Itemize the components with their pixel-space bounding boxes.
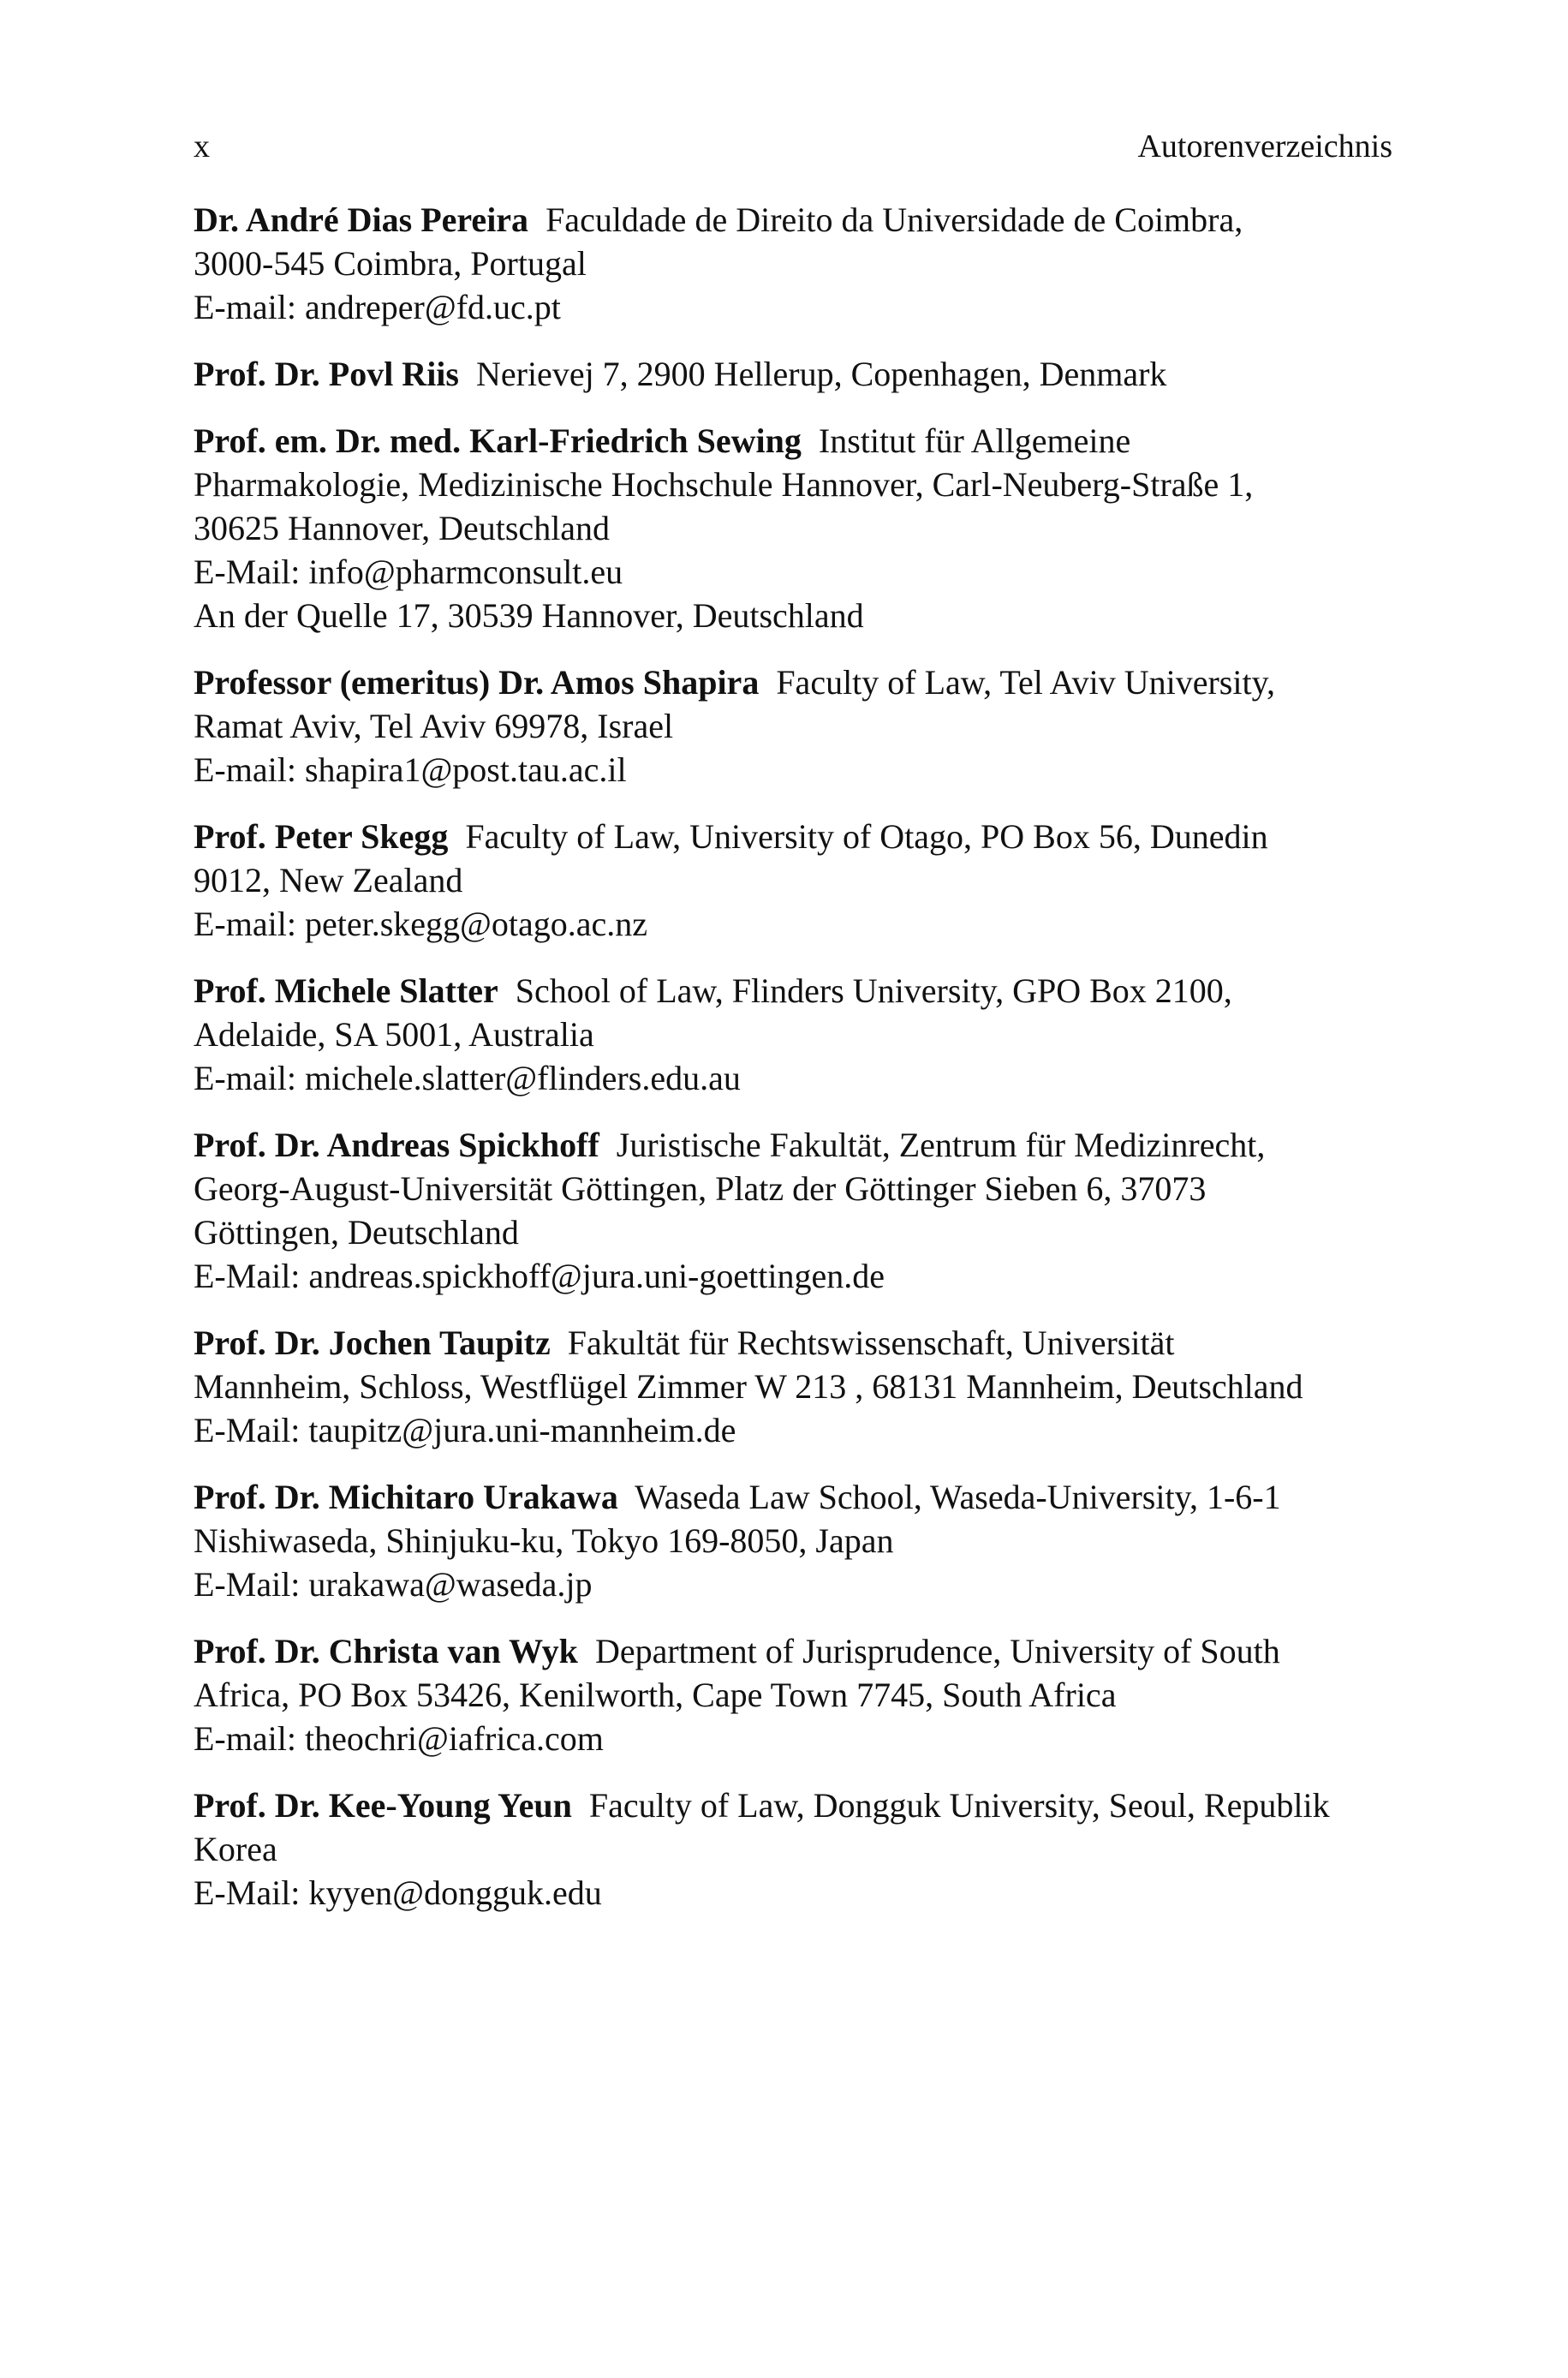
author-entry <box>194 419 1392 637</box>
author-entry <box>194 1784 1392 1915</box>
entry-email: E-mail: andreper@fd.uc.pt <box>194 288 561 326</box>
entry-email: E-Mail: urakawa@waseda.jp <box>194 1565 593 1604</box>
entry-line: Pharmakologie, Medizinische Hochschule Hannover, Carl-Neuberg-Straße 1, <box>194 465 1254 504</box>
entry-email: E-mail: theochri@iafrica.com <box>194 1719 604 1758</box>
author-entry <box>194 1321 1392 1452</box>
page-number: x <box>194 128 210 164</box>
entry-line: Adelaide, SA 5001, Australia <box>194 1015 594 1054</box>
entry-email: E-Mail: kyyen@dongguk.edu <box>194 1873 602 1912</box>
entry-line: Göttingen, Deutschland <box>194 1213 519 1252</box>
entry-first-line <box>194 1123 1392 1167</box>
affiliation-text: Department of Jurisprudence, University of South <box>594 1632 1280 1670</box>
author-name: Prof. Peter Skegg <box>194 817 449 856</box>
entry-first-line <box>194 1475 1392 1519</box>
entry-first-line <box>194 660 1392 704</box>
author-name: Prof. Dr. Povl Riis <box>194 355 459 393</box>
affiliation-text: Faculty of Law, Tel Aviv University, <box>776 663 1275 702</box>
author-entry <box>194 198 1392 329</box>
entry-email: E-Mail: info@pharmconsult.eu <box>194 553 623 591</box>
author-entry <box>194 1123 1392 1298</box>
entry-first-line <box>194 1321 1392 1365</box>
author-name: Professor (emeritus) Dr. Amos Shapira <box>194 663 760 702</box>
entry-first-line <box>194 419 1392 463</box>
affiliation-text: Fakultät für Rechtswissenschaft, Universität <box>567 1323 1175 1362</box>
author-name: Prof. Dr. Christa van Wyk <box>194 1632 578 1670</box>
entry-line: Africa, PO Box 53426, Kenilworth, Cape Town 7745, South Africa <box>194 1676 1117 1714</box>
author-entry <box>194 1629 1392 1760</box>
entry-line: Mannheim, Schloss, Westflügel Zimmer W 213 , 68131 Mannheim, Deutschland <box>194 1367 1303 1406</box>
entry-first-line <box>194 969 1392 1013</box>
author-entry <box>194 815 1392 946</box>
author-entry <box>194 1475 1392 1606</box>
author-list <box>194 198 1392 1938</box>
entry-line: Ramat Aviv, Tel Aviv 69978, Israel <box>194 707 674 745</box>
affiliation-text: Faculty of Law, Dongguk University, Seoul, Republik <box>588 1786 1330 1825</box>
author-name: Prof. Dr. Kee-Young Yeun <box>194 1786 572 1825</box>
entry-first-line <box>194 198 1392 242</box>
entry-email: E-Mail: taupitz@jura.uni-mannheim.de <box>194 1411 736 1449</box>
entry-first-line <box>194 1784 1392 1827</box>
entry-email: E-Mail: andreas.spickhoff@jura.uni-goettingen.de <box>194 1257 885 1295</box>
entry-line: Georg-August-Universität Göttingen, Platz der Göttinger Sieben 6, 37073 <box>194 1169 1207 1208</box>
author-entry <box>194 660 1392 792</box>
entry-line: 30625 Hannover, Deutschland <box>194 509 611 547</box>
author-name: Prof. em. Dr. med. Karl-Friedrich Sewing <box>194 421 802 460</box>
entry-email: E-mail: michele.slatter@flinders.edu.au <box>194 1059 741 1097</box>
author-entry <box>194 352 1392 396</box>
entry-line: Nishiwaseda, Shinjuku-ku, Tokyo 169-8050, Japan <box>194 1521 894 1560</box>
author-name: Dr. André Dias Pereira <box>194 200 529 239</box>
entry-line: Korea <box>194 1830 277 1868</box>
running-head <box>194 125 1392 168</box>
entry-line: An der Quelle 17, 30539 Hannover, Deutschland <box>194 596 864 635</box>
author-name: Prof. Dr. Jochen Taupitz <box>194 1323 551 1362</box>
affiliation-text: Nerievej 7, 2900 Hellerup, Copenhagen, Denmark <box>475 355 1167 393</box>
affiliation-text: Waseda Law School, Waseda-University, 1-6-1 <box>635 1478 1281 1516</box>
entry-first-line <box>194 352 1392 396</box>
entry-first-line <box>194 1629 1392 1673</box>
affiliation-text: Faculdade de Direito da Universidade de Coimbra, <box>546 200 1243 239</box>
entry-line: 9012, New Zealand <box>194 861 463 899</box>
running-head-title: Autorenverzeichnis <box>1137 128 1392 164</box>
affiliation-text: Faculty of Law, University of Otago, PO Box 56, Dunedin <box>465 817 1268 856</box>
entry-email: E-mail: peter.skegg@otago.ac.nz <box>194 905 647 943</box>
entry-line: 3000-545 Coimbra, Portugal <box>194 244 587 283</box>
entry-email: E-mail: shapira1@post.tau.ac.il <box>194 750 627 789</box>
author-name: Prof. Dr. Andreas Spickhoff <box>194 1126 599 1164</box>
affiliation-text: Juristische Fakultät, Zentrum für Medizinrecht, <box>616 1126 1266 1164</box>
author-name: Prof. Michele Slatter <box>194 971 498 1010</box>
author-name: Prof. Dr. Michitaro Urakawa <box>194 1478 618 1516</box>
affiliation-text: School of Law, Flinders University, GPO Box 2100, <box>515 971 1232 1010</box>
entry-first-line <box>194 815 1392 858</box>
affiliation-text: Institut für Allgemeine <box>818 421 1131 460</box>
author-entry <box>194 969 1392 1100</box>
